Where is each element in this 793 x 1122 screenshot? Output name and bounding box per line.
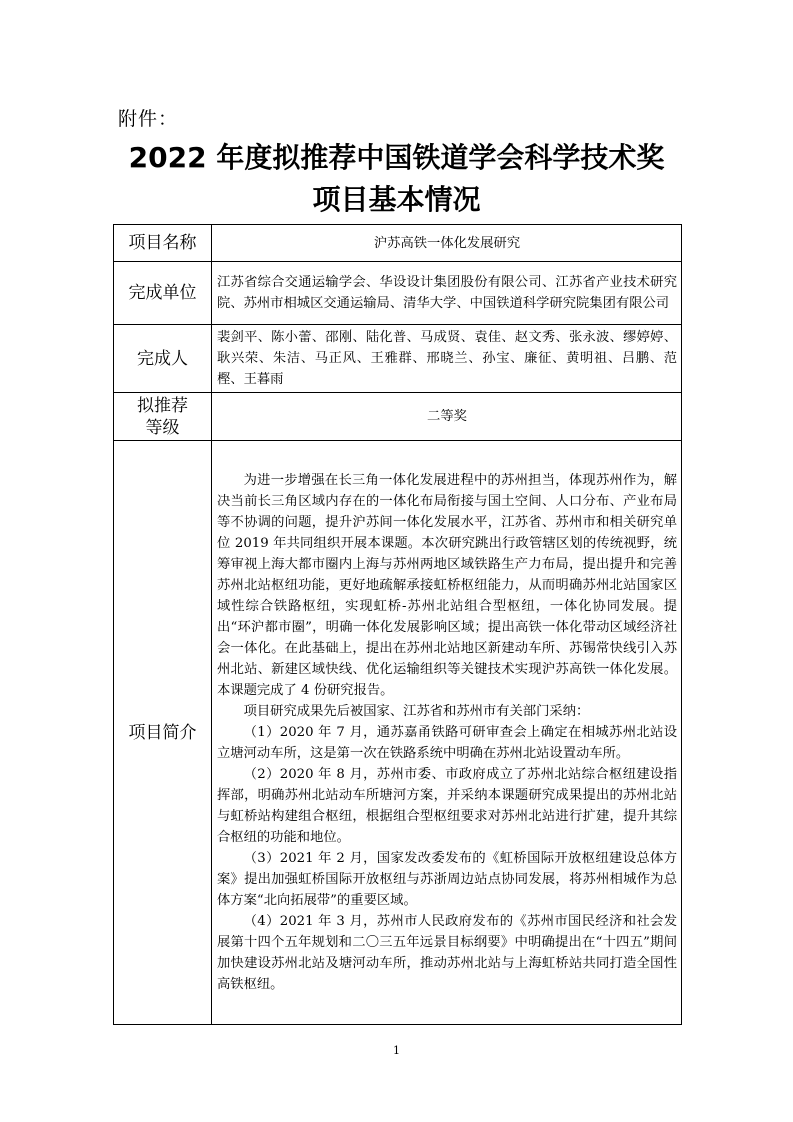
table-row-grade [114,393,682,441]
grade-label-line1: 拟推荐 [137,395,188,416]
attachment-label: 附件： [118,108,179,130]
document-title-line2: 项目基本情况 [312,183,481,216]
summary-paragraph: 项目研究成果先后被国家、江苏省和苏州市有关部门采纳： [243,704,590,719]
table-row-completers [114,325,682,393]
table-row-summary [114,441,682,1025]
table-row-project-name [114,225,682,262]
completers-value: 裴剑平、陈小蕾、邵刚、陆化普、马成贤、袁佳、赵文秀、张永波、缪婷婷、耿兴荣、朱洁、马正风、王雅群、邢晓兰、孙宝、廉征、黄明祖、吕鹏、范樫、王暮雨 [212,325,682,393]
completers-label: 完成人 [114,325,212,393]
grade-value: 二等奖 [212,393,682,441]
grade-label-line2: 等级 [145,417,180,438]
completion-units-value: 江苏省综合交通运输学会、华设设计集团股份有限公司、江苏省产业技术研究院、苏州市相城区交通运输局、清华大学、中国铁道科学研究院集团有限公司 [212,262,682,325]
table-row-completion-units [114,262,682,325]
summary-label: 项目简介 [114,441,212,1025]
project-info-table [113,224,682,1025]
grade-label [114,393,212,441]
page-number: 1 [393,1044,400,1057]
summary-paragraph: （4）2021 年 3 月，苏州市人民政府发布的《苏州市国民经济和社会发展第十四个五年规划和二〇三五年远景目标纲要》中明确提出在“十四五”期间加快建设苏州北站及塘河动车所，推动苏州北站与上海虹桥站共同打造全国性高铁枢纽。 [217,914,677,992]
summary-paragraph: 为进一步增强在长三角一体化发展进程中的苏州担当，体现苏州作为，解决当前长三角区域内存在的一体化布局衔接与国土空间、人口分布、产业布局等不协调的问题，提升沪苏间一体化发展水平，江苏省、苏州市和相关研究单位 2019 年共同组织开展本课题。本次研究跳出行政管辖区划的传统视野，统筹审视上海大都市圈内上海与苏州两地区域铁路生产力布局，提出提升和完善苏州北站枢纽功能，更好地疏解承接虹桥枢纽能力，从而明确苏州北站国家区域性综合铁路枢纽，实现虹桥-苏州北站组合型枢纽，一体化协同发展。提出“环沪都市圈”，明确一体化发展影响区域；提出高铁一体化带动区域经济社会一体化。在此基础上，提出在苏州北站地区新建动车所、苏锡常快线引入苏州北站、新建区域快线、优化运输组织等关键技术实现沪苏高铁一体化发展。本课题完成了 4 份研究报告。 [217,473,677,698]
document-title-line1: 2022 年度拟推荐中国铁道学会科学技术奖 [128,141,665,174]
project-name-label: 项目名称 [114,225,212,262]
project-name-value: 沪苏高铁一体化发展研究 [212,225,682,262]
summary-paragraph: （2）2020 年 8 月，苏州市委、市政府成立了苏州北站综合枢纽建设指挥部，明确苏州北站动车所塘河方案，并采纳本课题研究成果提出的苏州北站与虹桥站构建组合枢纽，根据组合型枢纽要求对苏州北站进行扩建，提升其综合枢纽的功能和地位。 [217,767,677,845]
summary-paragraph: （1）2020 年 7 月，通苏嘉甬铁路可研审查会上确定在相城苏州北站设立塘河动车所，这是第一次在铁路系统中明确在苏州北站设置动车所。 [217,725,677,761]
summary-paragraph: （3）2021 年 2 月，国家发改委发布的《虹桥国际开放枢纽建设总体方案》提出加强虹桥国际开放枢纽与苏浙周边站点协同发展，将苏州相城作为总体方案“北向拓展带”的重要区域。 [217,851,677,908]
summary-value [212,441,682,1025]
completion-units-label: 完成单位 [114,262,212,325]
